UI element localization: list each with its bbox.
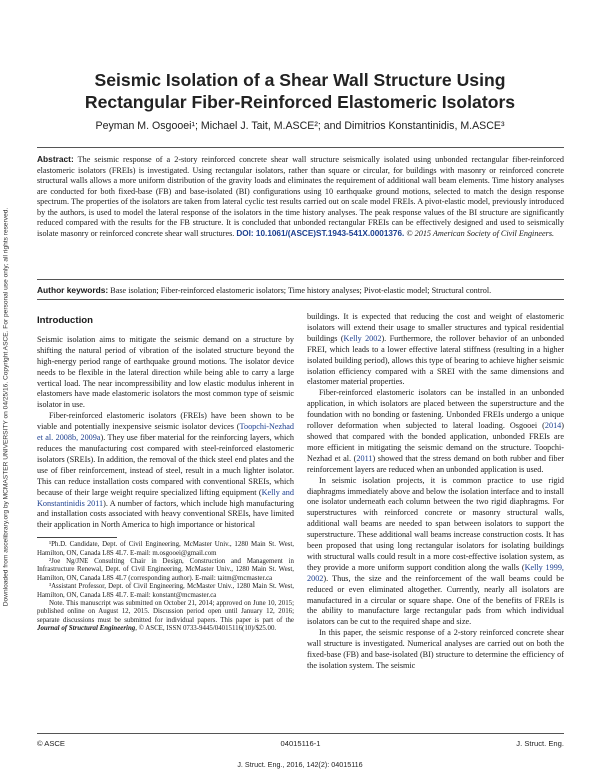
citation-link[interactable]: 2014 (544, 421, 562, 431)
body-paragraph-2 (307, 388, 564, 475)
author-keywords (37, 285, 564, 296)
keywords-rule (37, 299, 564, 300)
author-list: Peyman M. Osgooei¹; Michael J. Tait, M.ASCE²; and Dimitrios Konstantinidis, M.ASCE³ (95, 120, 505, 132)
footnote-3: ³Assistant Professor, Dept. of Civil Engineering, McMaster Univ., 1280 Main St. West, Hamilton, ON, Canada L8S 4L7. E-mail: konstant@mcmaster.ca (37, 583, 294, 599)
top-rule (37, 147, 564, 148)
keywords-label: Author keywords: (37, 285, 109, 295)
abstract-text: The seismic response of a 2-story reinforced concrete shear wall structure seismically isolated using unbonded rectangular fiber-reinforced elastomeric isolators (FREIs) is investigated. Using rectangular isolators, rather than square or circular, for buildings with masonry or reinforced concrete structural walls allows a more uniform distribution of the gravity loads and eliminates the requirement of additional wall beam elements. Time history analyses are conducted for both fixed-base (FB) and base-isolated (BI) configurations using 10 earthquake ground motions, selected to match the design response spectrum. The properties of the isolators are taken from lateral cyclic test results carried out on scale model FREIs. A pivot-elastic model, previously introduced by the authors, is used to model the lateral response of the isolators in the time history analyses. The peak response values of the BI structure are significantly reduced compared with the results for the FB structure. It is concluded that unbonded rectangular FREIs can be effectively designed and used to seismically isolate masonry or reinforced concrete shear wall structures. (37, 155, 564, 238)
intro-paragraph-2 (37, 411, 294, 531)
text-run: , © ASCE, ISSN 0733-9445/04015116(10)/$25.00. (135, 625, 277, 633)
text-run: ). Thus, the size and the reinforcement of the wall beams could be reduced or even eliminated altogether. Currently, nearly all isolators are manufactured in a circular or square shape. One of the benefits of FREIs is the ability to manufacture large rectangular pads from which individual isolators can be cut to the required shape and size. (307, 573, 564, 627)
citation-link[interactable]: 2011 (356, 453, 373, 463)
abstract (37, 154, 564, 239)
citation-link[interactable]: Kelly and Konstantinidis 2011 (37, 487, 294, 508)
keywords-text: Base isolation; Fiber-reinforced elastomeric isolators; Time history analyses; Pivot-elastic model; Structural control. (108, 286, 492, 295)
section-heading-introduction: Introduction (37, 315, 93, 326)
abstract-label: Abstract: (37, 154, 74, 164)
text-run: Fiber-reinforced elastomeric isolators (FREIs) have been shown to be viable and potentially inexpensive seismic isolator devices ( (37, 411, 294, 432)
text-run: ) showed that compared with the bonded application, unbonded FREIs are more efficient in mitigating the seismic demand on the structure. Toopchi-Nezhad et al. ( (307, 421, 564, 463)
download-notice (1, 62, 11, 752)
download-notice-text: Downloaded from ascelibrary.org by MCMASTER UNIVERSITY on 04/25/16. Copyright ASCE. For personal use only; all rights reserved. (2, 207, 10, 607)
left-column (37, 312, 294, 634)
text-run: Note. This manuscript was submitted on October 21, 2014; approved on June 10, 2015; published online on August 12, 2015. Discussion period open until January 12, 2016; separate discussions must be submitted for individual papers. This paper is part of the (37, 600, 294, 624)
footnote-1: ¹Ph.D. Candidate, Dept. of Civil Engineering, McMaster Univ., 1280 Main St. West, Hamilton, ON, Canada L8S 4L7. E-mail: m.osgooei@gmail.com (37, 541, 294, 557)
text-run: Fiber-reinforced elastomeric isolators can be installed in an unbonded application, in which isolators are placed between the superstructure and the foundation with no bonding or fastening. Unbonded FREIs undergo a unique rollover deformation when subjected to lateral loading. Osgooei ( (307, 388, 564, 431)
page-number: 04015116-1 (280, 739, 321, 748)
abstract-rule (37, 279, 564, 280)
text-run: ) showed that the stress demand on both rubber and fiber reinforcement layers are reduced when an unbonded application is used. (307, 453, 565, 474)
text-run: ). Furthermore, the rollover behavior of an unbonded FREI, which leads to a lower effective lateral stiffness (resulting in a higher isolated building period), allows this type of bearing to achieve higher seismic isolation efficiency compared with a SREI with the same dimensions and elastomer material properties. (307, 333, 564, 387)
right-column (307, 312, 564, 672)
text-run: ). A number of factors, which include high manufacturing and installation costs associated with heavy conventional SREIs, have limited their application in North America to high importance or historical (37, 498, 294, 530)
title-line-1: Seismic Isolation of a Shear Wall Structure Using (94, 70, 506, 90)
journal-name: Journal of Structural Engineering (37, 625, 136, 633)
journal-citation: J. Struct. Eng., 2016, 142(2): 04015116 (237, 760, 363, 769)
text-run: ). They use fiber material for the reinforcing layers, which reduces the manufacturing cost compared with steel-reinforced elastomeric isolators (SREIs). In addition, the removal of the thick steel end plates and the use of fiber reinforcement, instead of steel, result in a much lighter isolator. This can reduce installation costs compared with conventional SREIs, which because of their large weight require specialized lifting equipment ( (37, 433, 294, 497)
manuscript-note (37, 600, 294, 634)
footer-journal: J. Struct. Eng. (516, 739, 564, 748)
text-run: buildings. It is expected that reducing the cost and weight of elastomeric isolators will extend their usage to smaller structures and typical residential buildings ( (307, 312, 564, 343)
intro-paragraph-1: Seismic isolation aims to mitigate the seismic demand on a structure by shifting the natural period of vibration of the isolated structure beyond the high-energy period range of earthquake ground motions. The isolator device needs to be flexible in the lateral direction while being able to carry a large vertical load. The near incompressibility and low elastic modulus inherent in elastomers have made elastomeric isolators the most common type of seismic isolator in use. (37, 334, 294, 410)
paper-title (40, 69, 560, 113)
footer-rule (37, 733, 564, 734)
citation-link[interactable]: Kelly 2002 (343, 333, 382, 343)
footnote-rule (37, 537, 117, 538)
citation-link[interactable]: Kelly 1999, 2002 (307, 562, 564, 583)
doi-link[interactable]: DOI: 10.1061/(ASCE)ST.1943-541X.0001376. (236, 228, 405, 238)
citation-link[interactable]: Toopchi-Nezhad et al. 2008b, 2009a (37, 422, 294, 443)
body-paragraph-4: In this paper, the seismic response of a 2-story reinforced concrete shear wall structure is investigated. Numerical analyses are carried out on both the fixed-base (FB) and base-isolated (BI) structure to determine the efficiency of the isolation system. The seismic (307, 628, 564, 670)
footnote-2: ²Joe Ng/JNE Consulting Chair in Design, Construction and Management in Infrastructure Renewal, Dept. of Civil Engineering, McMaster Univ., 1280 Main St. West, Hamilton, ON, Canada L8S 4L7 (corresponding author). E-mail: taitm@mcmaster.ca (37, 558, 294, 582)
title-line-2: Rectangular Fiber-Reinforced Elastomeric Isolators (84, 92, 516, 112)
text-run: In seismic isolation projects, it is common practice to use rigid diaphragms immediately above and below the isolation interface and to install one isolator underneath each column between the two rigid diaphragms. For superstructures with reinforced concrete or masonry structural walls, additional wall beams are needed to span between isolators to support the superstructure. These additional wall beams increase construction costs. It has been proposed that using long rectangular isolators for isolating buildings with structural walls could result in a more cost-effective isolation system, as they provide a more uniform support condition along the walls ( (307, 475, 564, 572)
body-paragraph-3 (307, 476, 564, 629)
abstract-copyright: © 2015 American Society of Civil Engineers. (404, 228, 555, 238)
body-paragraph-1 (307, 312, 564, 388)
footer-copyright: © ASCE (37, 739, 65, 748)
